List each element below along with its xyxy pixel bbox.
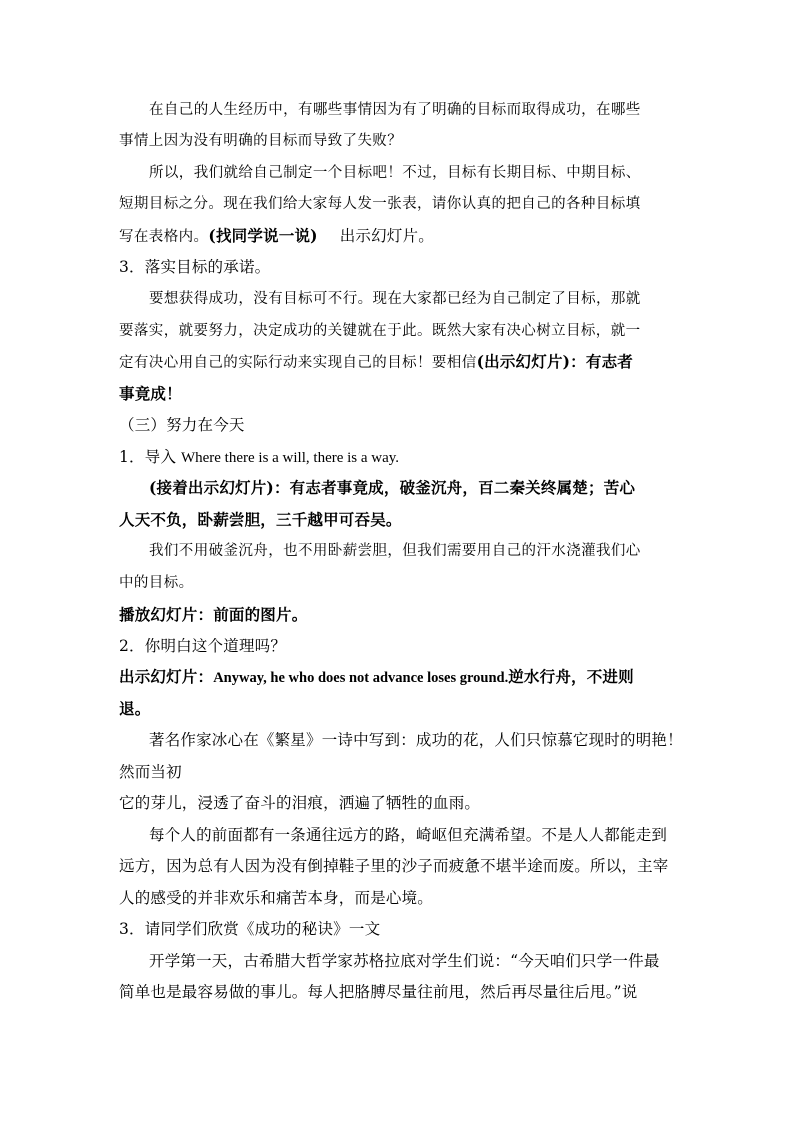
paragraph-3-line-2: 要落实，就要努力，决定成功的关键就在于此。既然大家有决心树立目标，就一: [119, 323, 641, 339]
slide-quote-chinese: 逆水行舟，不进则: [508, 667, 634, 686]
slide-motto-instruction: (出示幻灯片)：有志者: [476, 352, 633, 371]
paragraph-2-line-2: 短期目标之分。现在我们给大家每人发一张表，请你认真的把自己的各种目标填: [119, 196, 641, 212]
paragraph-6-line-3: 它的芽儿，浸透了奋斗的泪痕，洒遍了牺牲的血雨。: [119, 794, 481, 812]
paragraph-4-line-2: 人天不负，卧薪尝胆，三千越甲可吞吴。: [119, 510, 402, 529]
show-slide-text: 出示幻灯片。: [339, 227, 434, 245]
item-3-heading: 3．落实目标的承诺。: [119, 258, 271, 276]
paragraph-4-line-1: (接着出示幻灯片)：有志者事竟成，破釜沉舟，百二秦关终属楚；苦心: [149, 478, 636, 497]
paragraph-1-line-2: 事情上因为没有明确的目标而导致了失败？: [119, 133, 403, 149]
paragraph-3-line-3-text: 定有决心用自己的实际行动来实现自己的目标！要相信: [119, 355, 477, 371]
paragraph-6-line-1: 著名作家冰心在《繁星》一诗中写到：成功的花，人们只惊慕它现时的明艳！: [149, 731, 683, 749]
item-2-line: 2．你明白这个道理吗？: [119, 637, 287, 655]
item-1-line: [119, 447, 399, 468]
paragraph-7-line-2: 远方，因为总有人因为没有倒掉鞋子里的沙子而疲惫不堪半途而废。所以，主宰: [119, 857, 669, 875]
slide-quote-label: 出示幻灯片：: [119, 667, 214, 686]
paragraph-6-line-2: 然而当初: [119, 763, 182, 781]
paragraph-7-line-3: 人的感受的并非欢乐和痛苦本身，而是心境。: [119, 889, 434, 907]
slide-quote-line-2: 退。: [119, 699, 151, 718]
paragraph-2-line-3: [119, 226, 434, 247]
play-slide-line: 播放幻灯片：前面的图片。: [119, 605, 308, 624]
paragraph-3-line-3: [119, 352, 633, 373]
section-3-heading: （三）努力在今天: [119, 416, 245, 434]
paragraph-3-line-4: 事竟成！: [119, 384, 182, 403]
item-3-line: 3．请同学们欣赏《成功的秘诀》一文: [119, 920, 381, 938]
find-classmate-instruction: (找同学说一说): [208, 226, 318, 245]
paragraph-8-line-2: 简单也是最容易做的事儿。每人把胳膊尽量往前甩，然后再尽量往后甩。”说: [119, 983, 638, 1001]
paragraph-7-line-1: 每个人的前面都有一条通往远方的路，崎岖但充满希望。不是人人都能走到: [149, 826, 668, 844]
paragraph-5-line-2: 中的目标。: [119, 575, 194, 591]
slide-quote-english: Anyway, he who does not advance loses ground.: [213, 670, 509, 686]
paragraph-8-line-1: 开学第一天，古希腊大哲学家苏格拉底对学生们说：“今天咱们只学一件最: [149, 952, 660, 970]
paragraph-1-line-1: 在自己的人生经历中，有哪些事情因为有了明确的目标而取得成功，在哪些: [149, 102, 641, 118]
item-1-english-proverb: Where there is a will, there is a way.: [180, 450, 400, 466]
item-1-prefix: 1．导入: [119, 448, 177, 466]
paragraph-5-line-1: 我们不用破釜沉舟，也不用卧薪尝胆，但我们需要用自己的汗水浇灌我们心: [149, 543, 641, 559]
paragraph-2-line-3-text: 写在表格内。: [119, 229, 209, 245]
paragraph-2-line-1: 所以，我们就给自己制定一个目标吧！不过，目标有长期目标、中期目标、: [149, 165, 641, 181]
paragraph-3-line-1: 要想获得成功，没有目标可不行。现在大家都已经为自己制定了目标，那就: [149, 291, 641, 307]
slide-quote-line: [119, 667, 634, 688]
